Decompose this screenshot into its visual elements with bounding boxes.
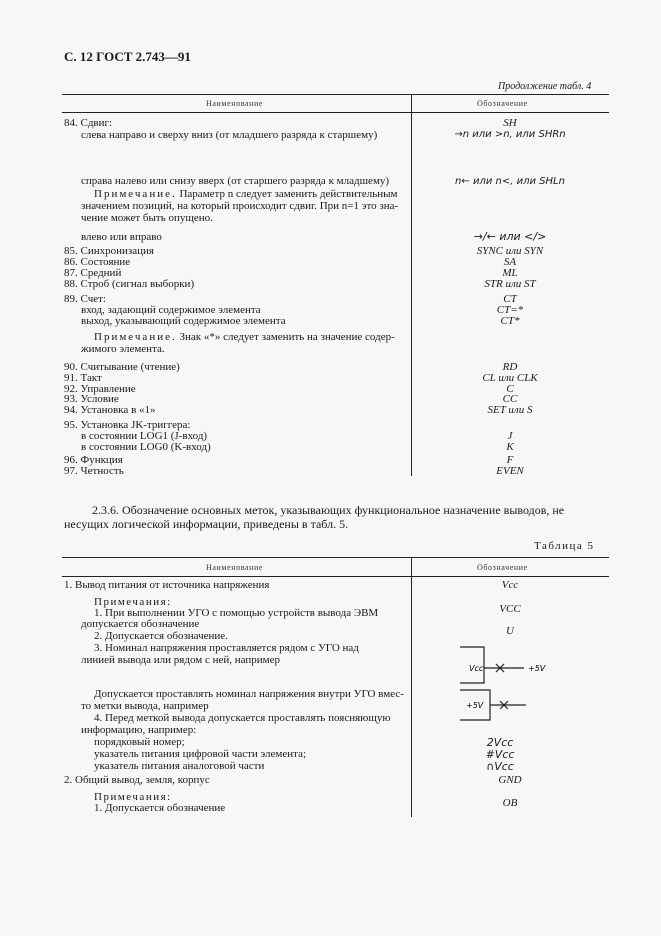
designation: SYNC или SYN (476, 245, 544, 257)
note1-line: значением позиций, на который происходит сдвиг. При n=1 это зна- (81, 200, 399, 212)
designation: SA (503, 256, 517, 268)
table5-line: линией вывода или рядом с ней, например (81, 654, 280, 666)
table5-notes-label: Примечания: (94, 791, 172, 803)
table5-notes-label: Примечания: (94, 596, 172, 608)
shift-bidirectional-symbol: →/← или </> (473, 230, 547, 243)
note2 (94, 331, 395, 343)
designation: CT* (500, 315, 520, 327)
designation: STR или ST (484, 278, 536, 290)
table5-line: то метки вывода, например (81, 700, 209, 712)
table5-caption: Таблица 5 (534, 540, 595, 552)
table-row-name: слева направо и сверху вниз (от младшего разряда к старшему) (81, 129, 378, 141)
table-row-name: 89. Счет: (64, 293, 106, 305)
designation: OB (502, 797, 518, 809)
table5-line: 1. Допускается обозначение (94, 802, 226, 814)
page-header: С. 12 ГОСТ 2.743—91 (64, 49, 191, 64)
designation: #Vcc (485, 748, 515, 761)
designation: EVEN (496, 465, 524, 477)
shift-left-symbol: n← или n<, или SHLn (455, 176, 565, 187)
table4-col-designation: Обозначение (477, 99, 528, 108)
table-row-name: справа налево или снизу вверх (от старшего разряда к младшему) (81, 175, 390, 187)
table-row-name: 96. Функция (64, 454, 123, 466)
table5-line: 2. Общий вывод, земля, корпус (64, 774, 210, 786)
designation: CT (503, 293, 517, 305)
table5-line: указатель питания аналоговой части (94, 760, 265, 772)
vcc-label: Vcc (469, 664, 484, 673)
table5-line: порядковый номер; (94, 736, 185, 748)
table4-header-rule (62, 112, 609, 113)
designation: K (506, 441, 514, 453)
note2-label: Примечание. (94, 331, 177, 343)
table5-line: 1. При выполнении УГО с помощью устройств вывода ЭВМ (94, 607, 379, 619)
table5-line: 4. Перед меткой вывода допускается проставлять поясняющую (94, 712, 391, 724)
designation: RD (502, 361, 518, 373)
continuation-label: Продолжение табл. 4 (498, 81, 592, 92)
table4-col-name: Наименование (206, 99, 264, 108)
designation: SET или S (487, 404, 533, 416)
voltage-label: +5V (528, 664, 546, 673)
note1-line: Параметр n следует заменить действительным (179, 188, 398, 200)
voltage-label: +5V (466, 701, 484, 710)
designation: ML (502, 267, 518, 279)
table-row-name: 86. Состояние (64, 256, 131, 268)
table-row-name: вход, задающий содержимое элемента (81, 304, 261, 316)
note1-line: чение может быть опущено. (81, 212, 213, 224)
table5-line: 3. Номинал напряжения проставляется рядом с УГО над (94, 642, 359, 654)
table-row-name: в состоянии LOG0 (K-вход) (81, 441, 211, 453)
voltage-inside-element-example (452, 688, 562, 722)
table-row-name: 84. Сдвиг: (64, 117, 113, 129)
note2-line: Знак «*» следует заменить на значение содер- (179, 331, 395, 343)
table-row-name: 94. Установка в «1» (64, 404, 156, 416)
note1-label: Примечание. (94, 188, 177, 200)
table-row-name: выход, указывающий содержимое элемента (81, 315, 286, 327)
table5-line: допускается обозначение (81, 618, 200, 630)
table5-top-rule (62, 557, 609, 558)
table5-col-designation: Обозначение (477, 563, 528, 572)
table5-line: информацию, например: (81, 724, 197, 736)
designation: GND (498, 774, 522, 786)
vcc-pin-label-example (452, 645, 562, 685)
shift-right-symbol: →n или >n, или SHRn (454, 129, 566, 140)
table-row-name: в состоянии LOG1 (J-вход) (81, 430, 208, 442)
note1 (94, 188, 397, 200)
designation: F (506, 454, 514, 466)
table-row-name: 93. Условие (64, 393, 119, 405)
designation: CC (502, 393, 518, 405)
note2-line: жимого элемента. (81, 343, 165, 355)
designation: Vcc (501, 579, 519, 591)
designation: U (506, 625, 514, 637)
table5-col-name: Наименование (206, 563, 264, 572)
designation: C (506, 383, 514, 395)
paragraph-line: несущих логической информации, приведены в табл. 5. (64, 517, 349, 531)
table5-line: 2. Допускается обозначение. (94, 630, 228, 642)
table-row-name: 91. Такт (64, 372, 102, 384)
table5-line: Допускается проставлять номинал напряжения внутри УГО вмес- (94, 688, 404, 700)
designation: J (507, 430, 513, 442)
designation: ∩Vcc (486, 760, 514, 773)
table-row-name: 90. Считывание (чтение) (64, 361, 180, 373)
designation: CT=* (496, 304, 524, 316)
table5-line: указатель питания цифровой части элемента; (94, 748, 307, 760)
designation: CL или CLK (482, 372, 538, 384)
table-row-name: 92. Управление (64, 383, 136, 395)
table-row-name: влево или вправо (81, 231, 162, 243)
table-row-name: 88. Строб (сигнал выборки) (64, 278, 195, 290)
table4-top-rule (62, 94, 609, 95)
table-row-name: 85. Синхронизация (64, 245, 154, 257)
designation: SH (503, 117, 517, 129)
table-row-name: 95. Установка JK-триггера: (64, 419, 191, 431)
paragraph-line: 2.3.6. Обозначение основных меток, указывающих функциональное назначение выводов, не (92, 503, 565, 517)
designation: 2Vcc (486, 736, 514, 749)
designation: VCC (499, 603, 521, 615)
table-row-name: 87. Средний (64, 267, 122, 279)
table-row-name: 97. Четность (64, 465, 124, 477)
table5-header-rule (62, 576, 609, 577)
table5-line: 1. Вывод питания от источника напряжения (64, 579, 270, 591)
